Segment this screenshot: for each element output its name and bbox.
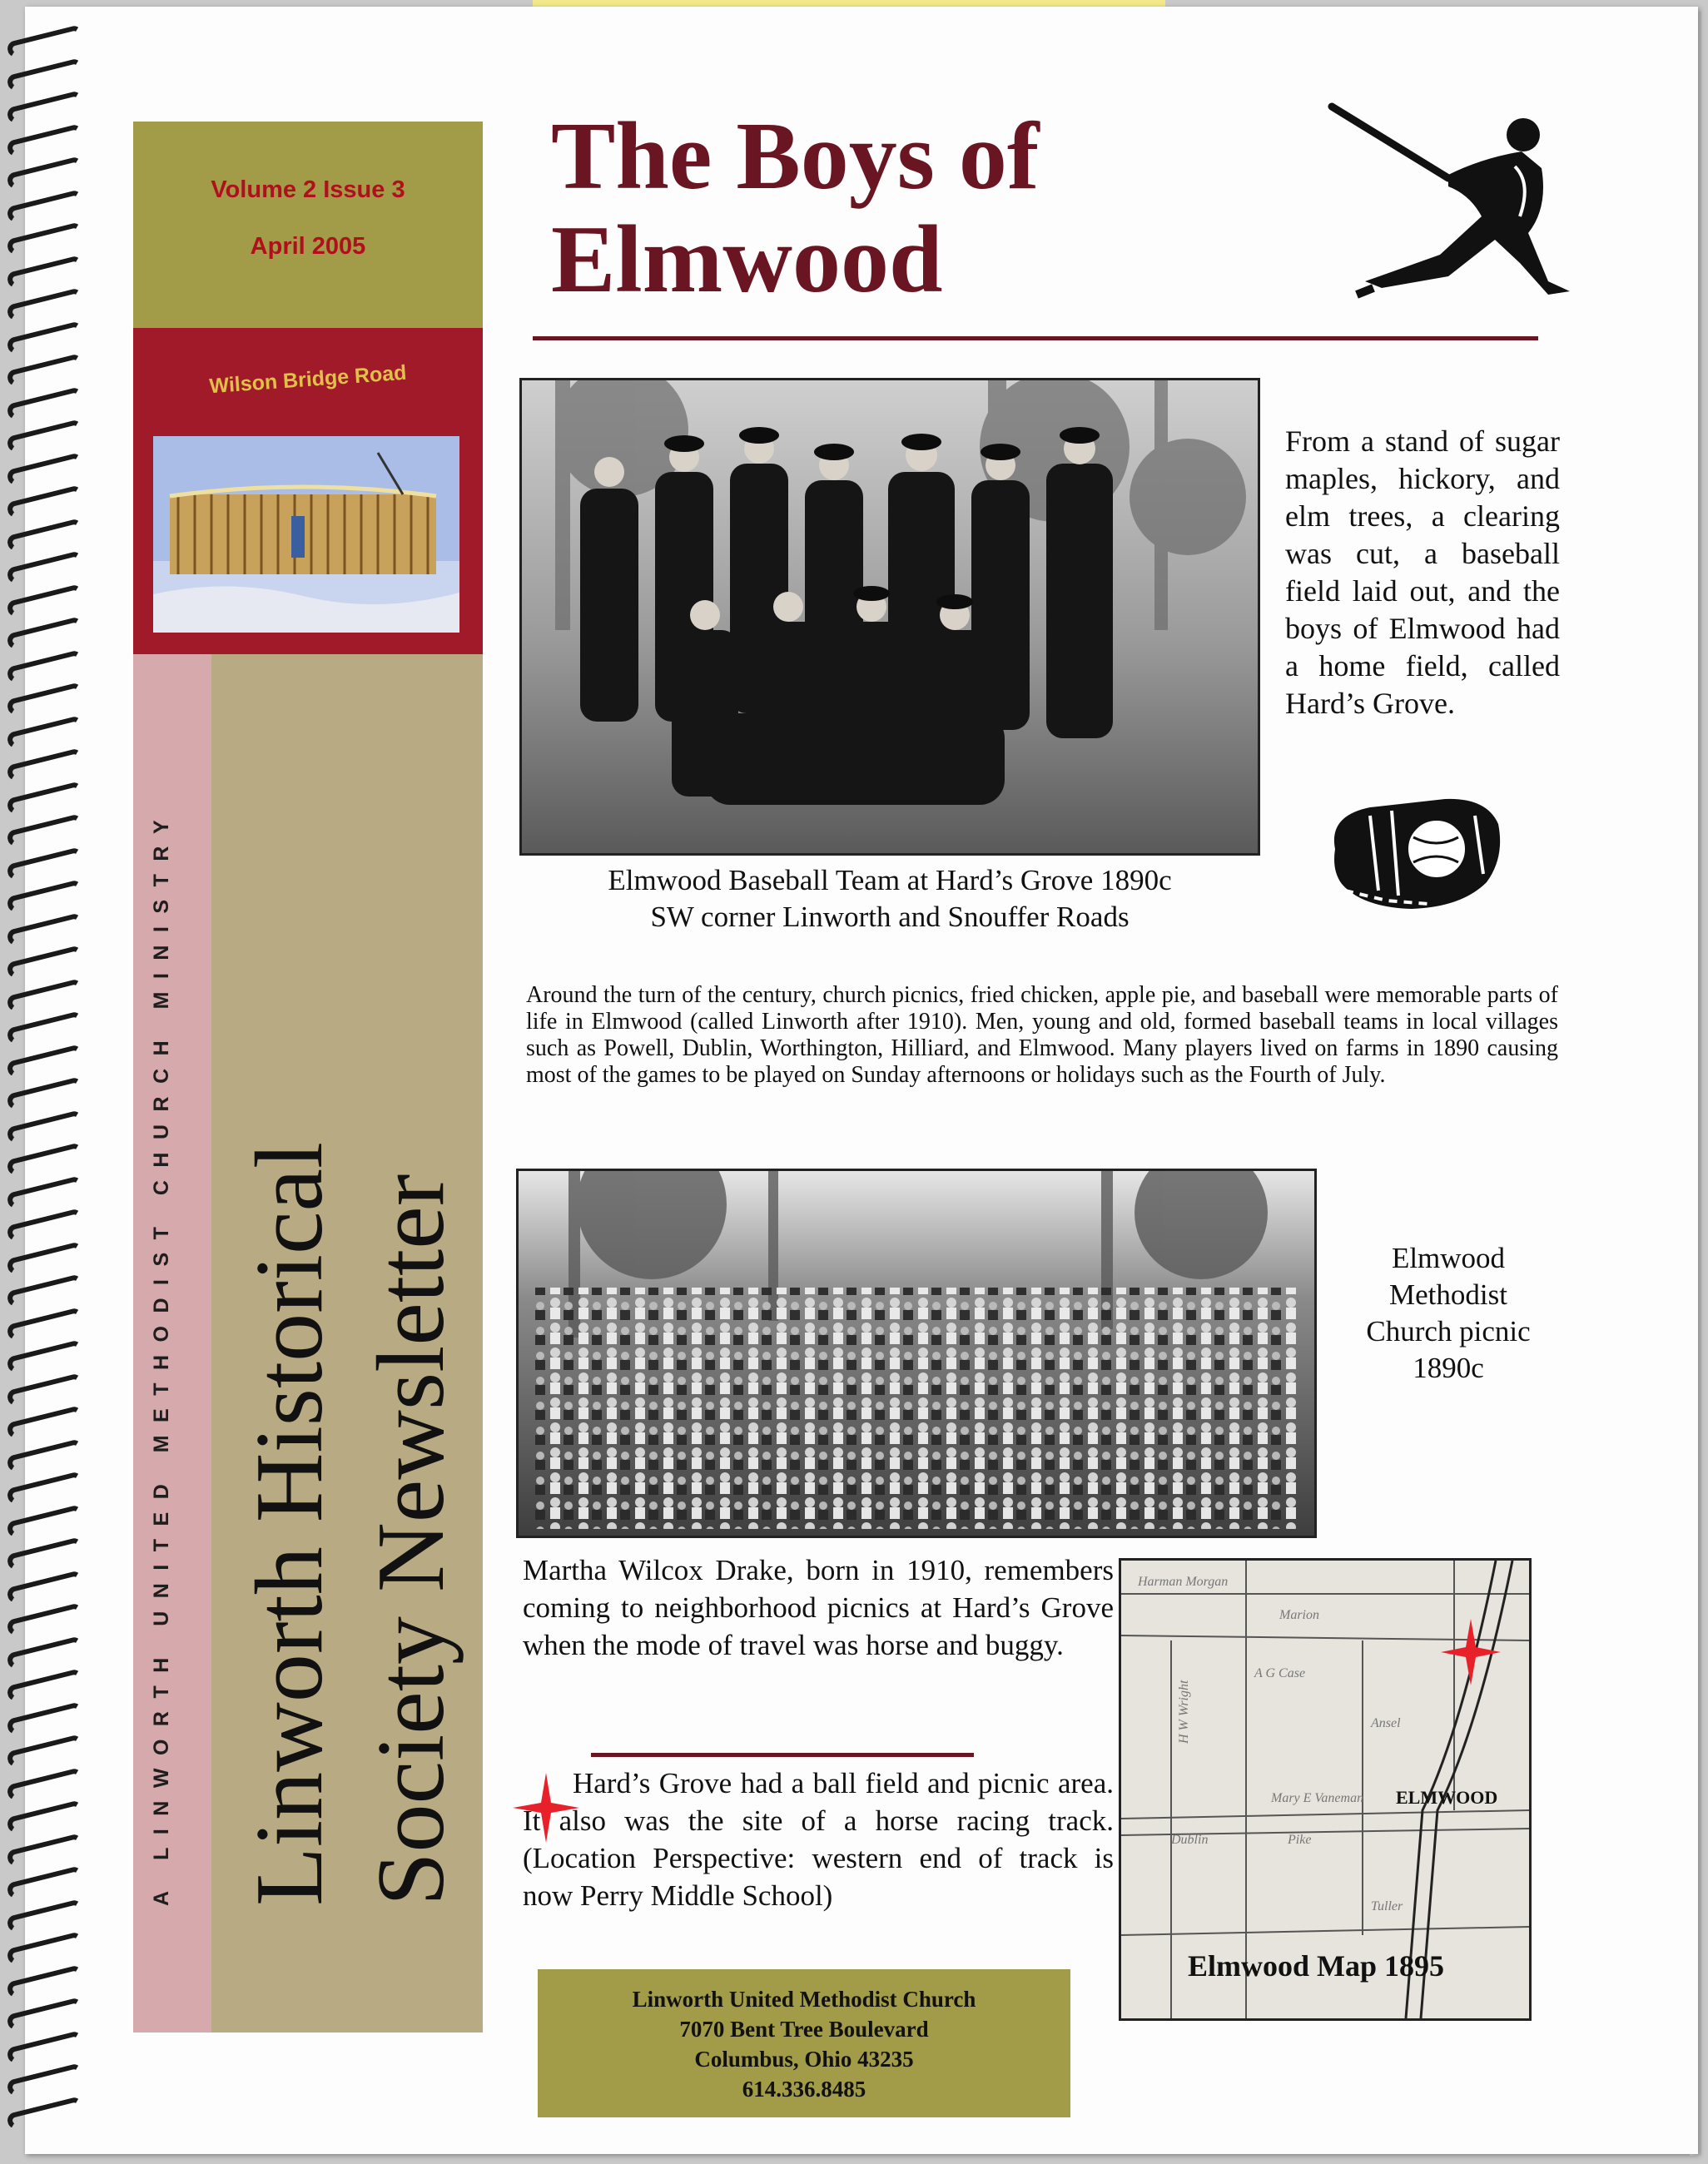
binding-coil	[6, 1372, 84, 1407]
binding-coil	[6, 156, 84, 191]
church-street: 7070 Bent Tree Boulevard	[679, 2017, 929, 2042]
binding-coil	[6, 1241, 84, 1276]
picnic-caption	[1332, 1240, 1565, 1387]
binding-coil	[6, 781, 84, 816]
binding-coil	[6, 90, 84, 125]
church-address-box	[538, 1969, 1070, 2117]
binding-coil	[6, 1175, 84, 1210]
binding-coil	[6, 353, 84, 388]
binding-coil	[6, 1109, 84, 1144]
binding-coil	[6, 2096, 84, 2131]
spiral-binding	[0, 33, 92, 2147]
binding-coil	[6, 1536, 84, 1571]
section-rule	[591, 1753, 974, 1757]
binding-coil	[6, 1570, 84, 1605]
binding-coil	[6, 1504, 84, 1539]
picnic-caption-line2: Methodist	[1389, 1278, 1507, 1311]
baseball-batter-icon	[1323, 92, 1573, 308]
binding-coil	[6, 452, 84, 487]
svg-text:A G Case: A G Case	[1254, 1666, 1306, 1680]
grove-paragraph: Hard’s Grove had a ball field and picnic area. It also was the site of a horse racing track. (Location Perspective: western end of track is now Perry Middle School)	[523, 1767, 1114, 1912]
binding-coil	[6, 978, 84, 1013]
svg-text:Tuller: Tuller	[1371, 1899, 1403, 1913]
binding-coil	[6, 1273, 84, 1308]
church-name: Linworth United Methodist Church	[632, 1987, 976, 2012]
binding-coil	[6, 1339, 84, 1374]
sidebar-issue-block	[133, 122, 483, 328]
binding-coil	[6, 1208, 84, 1243]
binding-coil	[6, 682, 84, 717]
main-paragraph: Around the turn of the century, church picnics, fried chicken, apple pie, and baseball were memorable parts of life in Elmwood (called Linworth after 1910). Men, young and old, formed baseball teams in local villages such as Powell, Dublin, Worthington, Hilliard, and Elmwood. Many players lived on farms in 1890 causing most of the games to be played on Sunday afternoons or holidays such as the Fourth of July.	[526, 982, 1558, 1088]
binding-coil	[6, 2062, 84, 2097]
binding-coil	[6, 255, 84, 290]
team-photo-image	[522, 380, 1258, 853]
binding-coil	[6, 1471, 84, 1506]
svg-text:Pike: Pike	[1288, 1833, 1312, 1847]
binding-coil	[6, 484, 84, 519]
binding-coil	[6, 1076, 84, 1111]
picnic-caption-line3: Church picnic	[1366, 1315, 1531, 1348]
binding-coil	[6, 912, 84, 947]
binding-coil	[6, 123, 84, 158]
svg-text:Ansel: Ansel	[1371, 1716, 1401, 1730]
binding-coil	[6, 2030, 84, 2065]
binding-coil	[6, 1010, 84, 1045]
team-caption-line1: Elmwood Baseball Team at Hard’s Grove 1890c	[608, 864, 1172, 896]
binding-coil	[6, 945, 84, 980]
road-label: Wilson Bridge Road	[208, 360, 408, 399]
binding-coil	[6, 221, 84, 256]
binding-coil	[6, 649, 84, 684]
svg-text:Dublin: Dublin	[1171, 1833, 1209, 1847]
binding-coil	[6, 1833, 84, 1868]
svg-text:H W Wright: H W Wright	[1177, 1680, 1191, 1744]
binding-coil	[6, 1405, 84, 1440]
binding-coil	[6, 1307, 84, 1342]
header-rule	[533, 336, 1538, 340]
binding-coil	[6, 616, 84, 651]
svg-text:Mary E Vaneman: Mary E Vaneman	[1271, 1791, 1364, 1805]
binding-coil	[6, 1898, 84, 1933]
picnic-photo-image	[519, 1171, 1314, 1536]
picnic-caption-line1: Elmwood	[1391, 1242, 1506, 1274]
binding-coil	[6, 320, 84, 355]
map-town-label: ELMWOOD	[1396, 1787, 1498, 1808]
binding-coil	[6, 1438, 84, 1473]
binding-coil	[6, 189, 84, 224]
binding-coil	[6, 1044, 84, 1079]
binding-coil	[6, 879, 84, 914]
binding-coil	[6, 1865, 84, 1900]
church-phone: 614.336.8485	[742, 2077, 866, 2102]
binding-coil	[6, 1734, 84, 1769]
binding-coil	[6, 1142, 84, 1177]
title-line2: Elmwood	[551, 206, 943, 313]
newsletter-title-line2: Society Newsletter	[358, 1174, 464, 1906]
binding-coil	[6, 747, 84, 782]
baseball-team-photo	[519, 378, 1260, 856]
binding-coil	[6, 1635, 84, 1670]
binding-coil	[6, 1931, 84, 1966]
binding-coil	[6, 386, 84, 421]
binding-coil	[6, 287, 84, 322]
binding-coil	[6, 1799, 84, 1834]
binding-coil	[6, 583, 84, 618]
binding-coil	[6, 715, 84, 750]
team-photo-caption	[519, 862, 1260, 936]
binding-coil	[6, 1997, 84, 2032]
church-picnic-photo	[516, 1169, 1317, 1538]
binding-coil	[6, 57, 84, 92]
elmwood-map	[1119, 1558, 1532, 2021]
binding-coil	[6, 1964, 84, 1999]
svg-text:Harman Morgan: Harman Morgan	[1138, 1575, 1229, 1589]
red-star-marker-icon	[513, 1773, 579, 1843]
map-red-star-icon	[1441, 1619, 1501, 1685]
binding-coil	[6, 1668, 84, 1703]
binding-coil	[6, 550, 84, 585]
picnic-caption-line4: 1890c	[1413, 1352, 1484, 1384]
svg-text:Marion: Marion	[1279, 1608, 1319, 1622]
binding-coil	[6, 1602, 84, 1637]
baseball-glove-icon	[1320, 791, 1512, 916]
issue-volume: Volume 2 Issue 3	[211, 176, 405, 203]
intro-text: From a stand of sugar maples, hickory, and elm trees, a clearing was cut, a baseball field laid out, and the boys of Elmwood had a home field, called Hard’s Grove.	[1285, 424, 1560, 720]
binding-coil	[6, 813, 84, 848]
church-city: Columbus, Ohio 43235	[694, 2047, 914, 2072]
binding-coil	[6, 518, 84, 553]
map-label: Elmwood Map 1895	[1188, 1949, 1445, 1983]
title-line1: The Boys of	[551, 103, 1040, 210]
page-title	[551, 105, 1234, 311]
binding-coil	[6, 1701, 84, 1736]
team-caption-line2: SW corner Linworth and Snouffer Roads	[650, 901, 1130, 933]
binding-coil	[6, 419, 84, 454]
binding-coil	[6, 846, 84, 881]
newsletter-title-line1: Linworth Historical	[236, 1141, 343, 1906]
ministry-line: A LINWORTH UNITED METHODIST CHURCH MINISTRY	[150, 807, 173, 1906]
martha-paragraph: Martha Wilcox Drake, born in 1910, remembers coming to neighborhood picnics at Hard’s Grove when the mode of travel was horse and buggy.	[523, 1554, 1114, 1661]
binding-coil	[6, 1767, 84, 1802]
issue-date: April 2005	[250, 233, 366, 260]
